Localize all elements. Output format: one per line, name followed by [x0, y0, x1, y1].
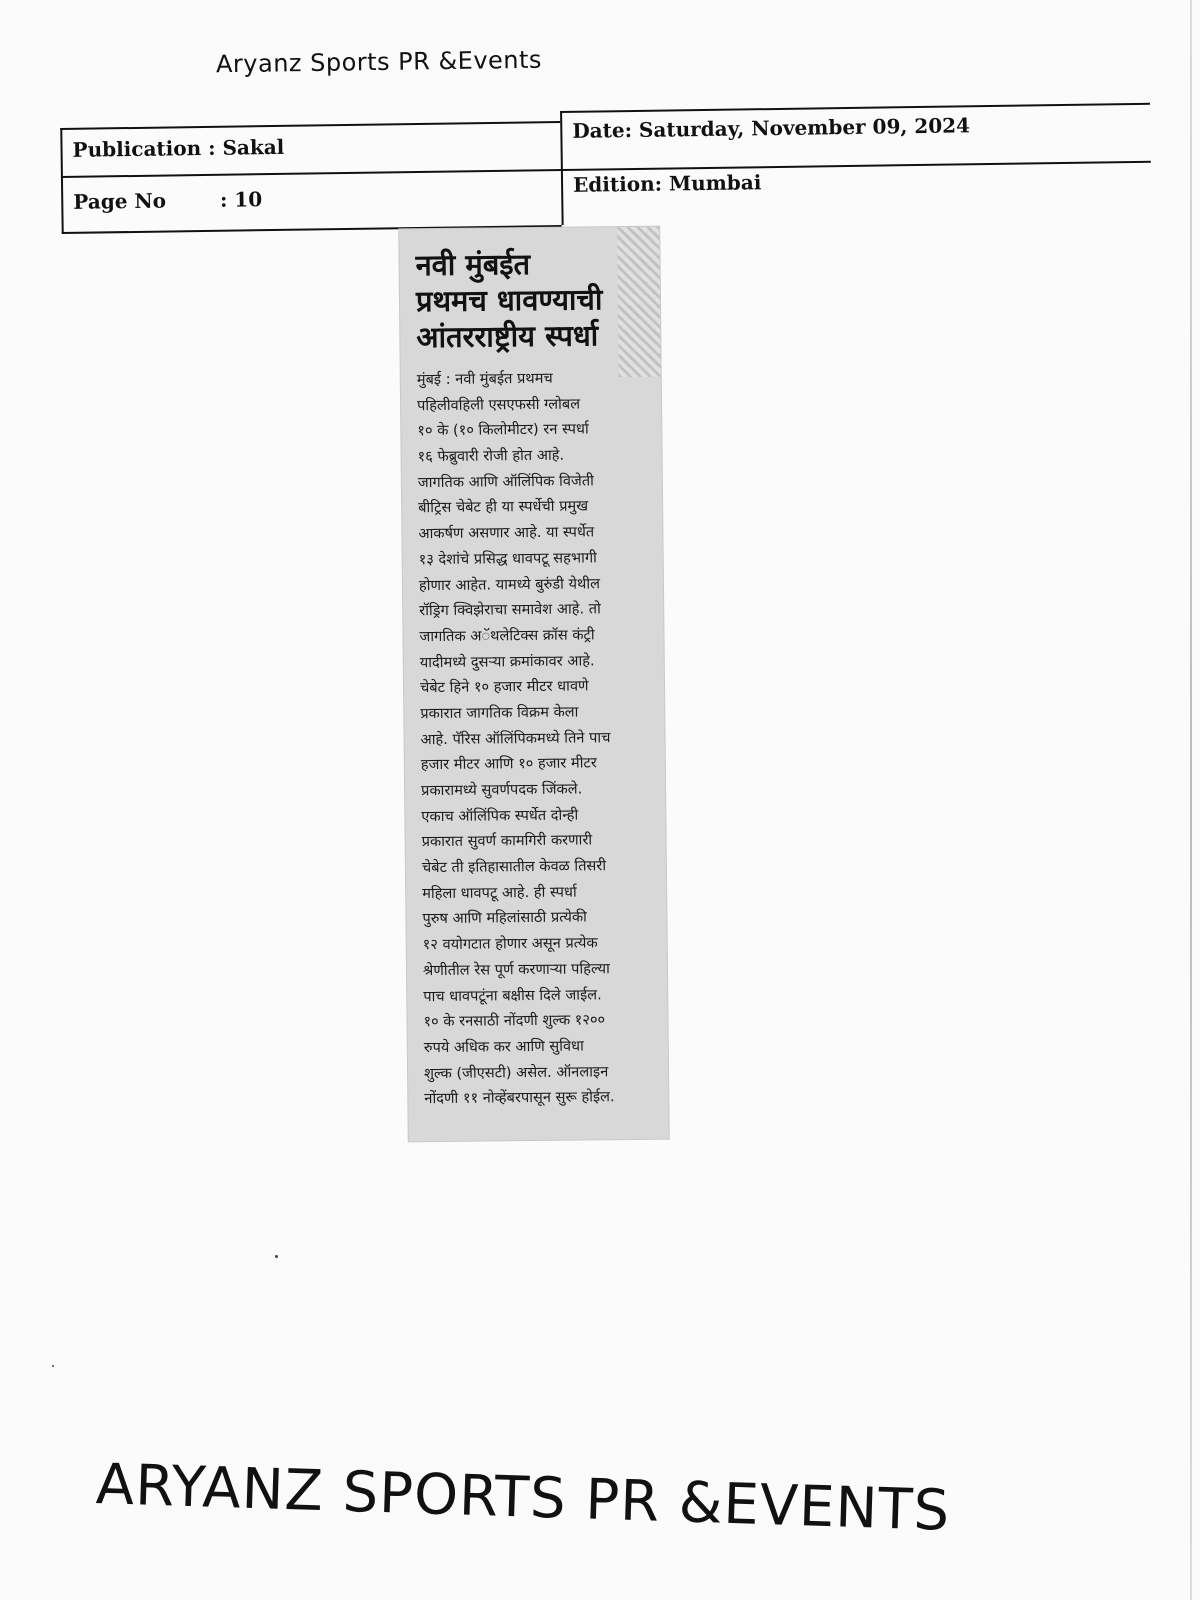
scan-speck	[275, 1255, 278, 1258]
publication-meta-table	[60, 95, 1152, 234]
article-body-line: चेबेट हिने १० हजार मीटर धावणे	[419, 677, 589, 697]
headline-line: नवी मुंबईत	[415, 247, 531, 283]
scan-speck	[52, 1365, 54, 1367]
article-body-line: एकाच ऑलिंपिक स्पर्धेत दोन्ही	[421, 806, 579, 825]
article-body-line: आकर्षण असणार आहे. या स्पर्धेत	[418, 523, 595, 543]
article-body-line: महिला धावपटू आहे. ही स्पर्धा	[422, 883, 577, 902]
article-body-line: प्रकारात सुवर्ण कामगिरी करणारी	[421, 831, 593, 851]
date-value: Saturday, November 09, 2024	[638, 113, 971, 142]
page-cell	[73, 187, 262, 214]
table-left-border	[60, 128, 63, 233]
publication-cell	[72, 135, 284, 162]
article-body	[417, 365, 661, 1112]
date-cell	[572, 113, 970, 143]
edition-value: Mumbai	[668, 170, 762, 196]
article-body-line: रॉड्रिग क्विझेराचा समावेश आहे. तो	[419, 600, 601, 620]
page-value: : 10	[219, 187, 263, 212]
headline-line: आंतरराष्ट्रीय स्पर्धा	[416, 318, 599, 355]
table-top-border-left	[60, 121, 560, 129]
article-body-line: रुपये अधिक कर आणि सुविधा	[423, 1037, 584, 1057]
article-body-line: पुरुष आणि महिलांसाठी प्रत्येकी	[422, 908, 587, 928]
footer-brand-watermark: ARYANZ SPORTS PR &EVENTS	[94, 1452, 952, 1544]
article-headline	[415, 245, 636, 355]
article-body-line: बीट्रिस चेबेट ही या स्पर्धेची प्रमुख	[418, 497, 589, 517]
article-body-line: मुंबई : नवी मुंबईत प्रथमच	[416, 369, 553, 389]
company-header-title: Aryanz Sports PR &Events	[215, 45, 543, 79]
article-body-line: १६ फेब्रुवारी रोजी होत आहे.	[417, 446, 565, 466]
article-body-line: पहिलीवहिली एसएफसी ग्लोबल	[416, 395, 581, 414]
article-body-line: प्रकारामध्ये सुवर्णपदक जिंकले.	[421, 780, 583, 800]
publication-value: : Sakal	[207, 134, 285, 160]
article-body-line: नोंदणी ११ नोव्हेंबरपासून सुरू होईल.	[424, 1088, 615, 1108]
edition-label: Edition:	[572, 171, 663, 197]
article-body-line: प्रकारात जागतिक विक्रम केला	[420, 703, 579, 723]
publication-label: Publication	[72, 136, 202, 162]
scan-edge-shadow	[1190, 0, 1192, 1600]
article-body-line: १० के रनसाठी नोंदणी शुल्क १२००	[423, 1011, 606, 1031]
article-body-line: आहे. पॅरिस ऑलिंपिकमध्ये तिने पाच	[420, 728, 611, 748]
newspaper-clipping	[399, 227, 669, 1142]
article-body-line: यादीमध्ये दुसऱ्या क्रमांकावर आहे.	[419, 651, 595, 671]
article-body-line: जागतिक आणि ऑलिंपिक विजेती	[417, 472, 594, 491]
article-body-line: १२ वयोगटात होणार असून प्रत्येक	[422, 934, 598, 954]
article-body-line: जागतिक अॅथलेटिक्स क्रॉस कंट्री	[419, 626, 595, 646]
article-body-line: शुल्क (जीएसटी) असेल. ऑनलाइन	[423, 1062, 609, 1082]
page-label: Page No	[73, 188, 167, 214]
article-body-line: १३ देशांचे प्रसिद्ध धावपटू सहभागी	[418, 549, 598, 569]
article-body-line: चेबेट ती इतिहासातील केवळ तिसरी	[421, 857, 607, 877]
article-body-line: होणार आहेत. यामध्ये बुरुंडी येथील	[418, 574, 601, 594]
article-body-line: हजार मीटर आणि १० हजार मीटर	[420, 754, 597, 774]
date-label: Date:	[572, 118, 633, 143]
edition-cell	[573, 170, 762, 197]
article-body-line: श्रेणीतील रेस पूर्ण करणाऱ्या पहिल्या	[422, 960, 610, 979]
table-top-border-right	[560, 103, 1150, 113]
article-body-line: पाच धावपटूंना बक्षीस दिले जाईल.	[423, 985, 602, 1005]
headline-line: प्रथमच धावण्याची	[415, 282, 603, 319]
article-body-line: १० के (१० किलोमीटर) रन स्पर्धा	[417, 420, 589, 440]
